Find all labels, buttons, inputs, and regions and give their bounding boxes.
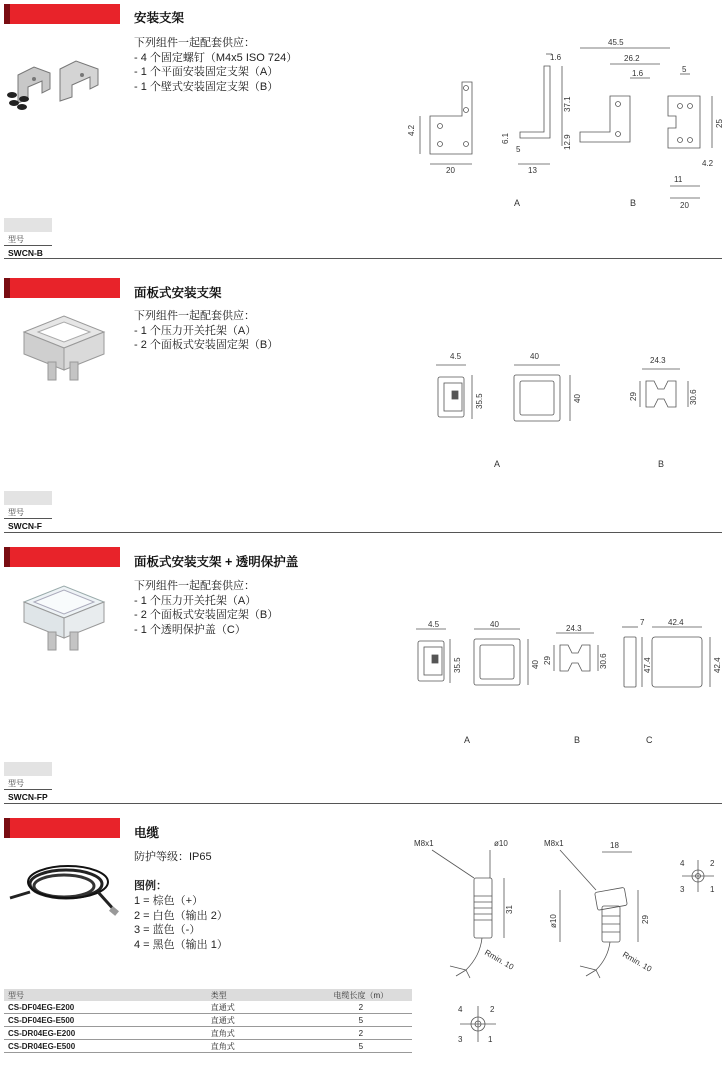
dim-label: 29 [543,656,552,665]
cell-type: 直角式 [127,1027,310,1040]
model-code: SWCN-B [8,248,43,258]
dim-label: M8x1 [544,839,564,848]
model-tag [4,218,52,232]
pin-label: 3 [680,885,685,894]
dim-label: 31 [505,905,514,914]
dim-label: 11 [674,175,683,184]
dim-label: 4.5 [450,352,462,361]
dim-label: 40 [573,394,582,403]
intro-text: 下列组件一起配套供应： [134,310,255,322]
divider [4,245,52,246]
dim-label: 20 [446,166,455,175]
dim-label: ø10 [494,839,508,848]
cell-length: 5 [310,1014,412,1027]
model-tag [4,491,52,505]
model-label: 型号 [8,779,24,788]
pin-label: 1 [710,885,715,894]
pin-label: 2 [710,859,715,868]
section-body [134,36,297,94]
dim-label: 4.5 [428,620,440,629]
cell-model: CS-DF04EG-E500 [4,1014,127,1027]
section-marker [4,4,120,24]
dim-label: 24.3 [650,356,666,365]
divider [4,803,722,804]
divider [4,532,722,533]
dim-label: 5 [682,65,687,74]
list-item: - 2 个面板式安装固定架（B） [134,609,279,621]
section-marker [4,547,120,567]
divider [4,789,52,790]
dim-label: 42.4 [713,657,722,673]
dim-label: 47.4 [643,657,652,673]
pin-label: 2 [490,1005,495,1014]
cell-type: 直角式 [127,1040,310,1053]
section-title: 面板式安装支架 + 透明保护盖 [134,555,299,569]
cable-image [6,862,122,922]
cell-model: CS-DR04EG-E500 [4,1040,127,1053]
cable-table [4,989,412,1053]
dim-label: 1.6 [632,69,644,78]
drawing-label: B [630,198,637,208]
intro-text: 下列组件一起配套供应： [134,580,255,592]
cell-length: 2 [310,1001,412,1014]
dim-label: 35.5 [475,393,484,409]
drawing-label: B [658,459,665,469]
list-item: - 2 个面板式安装固定架（B） [134,339,279,351]
section-title: 电缆 [134,826,160,840]
dim-label: 40 [531,660,540,669]
list-item: - 4 个固定螺钉（M4x5 ISO 724） [134,51,298,64]
section-body [134,579,278,637]
dim-label: 26.2 [624,54,640,63]
model-tag [4,762,52,776]
dim-label: 18 [610,841,619,850]
dim-label: 35.5 [453,657,462,673]
dim-label: 30.6 [689,389,698,405]
dim-label: 45.5 [608,38,624,47]
section-marker [4,818,120,838]
table-row [4,1001,412,1014]
model-code: SWCN-F [8,521,42,531]
dim-label: 4.2 [702,159,714,168]
bracket-technical-drawing [400,36,726,211]
table-row [4,1027,412,1040]
section-title: 安装支架 [134,11,185,25]
cell-model: CS-DR04EG-E200 [4,1027,127,1040]
section-title: 面板式安装支架 [134,286,222,300]
dim-label: 12.9 [563,134,572,150]
dim-label: 13 [528,166,537,175]
panel-bracket-drawing [420,345,720,475]
list-item: - 1 个壁式安装固定支架（B） [134,80,279,93]
panel-bracket-cover-image [20,582,110,662]
dim-label: 1.6 [550,53,562,62]
list-item: - 1 个透明保护盖（C） [134,623,246,636]
divider [4,518,52,519]
legend-item: 2 = 白色（输出 2） [134,909,228,922]
dim-label: 30.6 [599,653,608,669]
dim-label: 29 [629,392,638,401]
drawing-label: A [494,459,501,469]
drawing-label: B [574,735,581,745]
cell-length: 2 [310,1027,412,1040]
dim-label: 7 [640,618,645,627]
cell-type: 直通式 [127,1014,310,1027]
pin-label: 4 [458,1005,463,1014]
drawing-label: C [646,735,653,745]
table-row [4,1014,412,1027]
dim-label: 24.3 [566,624,582,633]
dim-label: 42.4 [668,618,684,627]
dim-label: M8x1 [414,839,434,848]
column-header-type: 类型 [127,989,310,1001]
model-label: 型号 [8,235,24,244]
model-code: SWCN-FP [8,792,48,802]
model-label: 型号 [8,508,24,517]
dim-label: 40 [490,620,499,629]
legend-title: 图例： [134,880,167,892]
column-header-model: 型号 [4,989,127,1001]
legend-item: 4 = 黑色（输出 1） [134,938,228,951]
dim-label: 6.1 [501,132,510,144]
table-row [4,1040,412,1053]
table-header-row [4,989,412,1001]
intro-text: 下列组件一起配套供应： [134,37,255,49]
section-body [134,309,278,353]
dim-label: 37.1 [563,96,572,112]
dim-label: 25 [715,119,724,128]
dim-label: Rmin. 10 [621,949,654,974]
panel-bracket-cover-drawing [410,615,726,750]
cable-drawing [410,830,726,980]
panel-bracket-image [20,312,110,392]
mounting-bracket-image [6,55,124,115]
column-header-length: 电缆长度（m） [310,989,412,1001]
dim-label: ø10 [549,914,558,928]
dim-label: 40 [530,352,539,361]
legend-item: 3 = 蓝色（-） [134,924,201,936]
protection-text: 防护等级：IP65 [134,851,212,863]
dim-label: 20 [680,201,689,210]
list-item: - 1 个压力开关托架（A） [134,594,257,607]
cell-length: 5 [310,1040,412,1053]
legend-list [134,894,228,952]
cell-model: CS-DF04EG-E200 [4,1001,127,1014]
section-marker [4,278,120,298]
drawing-label: A [514,198,521,208]
dim-label: 29 [641,915,650,924]
pin-label: 4 [680,859,685,868]
cell-type: 直通式 [127,1001,310,1014]
legend-item: 1 = 棕色（+） [134,895,204,907]
list-item: - 1 个平面安装固定支架（A） [134,66,279,78]
dim-label: 5 [516,145,521,154]
dim-label: Rmin. 10 [483,947,516,972]
drawing-label: A [464,735,471,745]
pin-diagram [440,1000,520,1050]
divider [4,258,722,259]
dim-label: 4.2 [407,124,416,136]
pin-label: 3 [458,1035,463,1044]
list-item: - 1 个压力开关托架（A） [134,324,257,337]
pin-label: 1 [488,1035,493,1044]
